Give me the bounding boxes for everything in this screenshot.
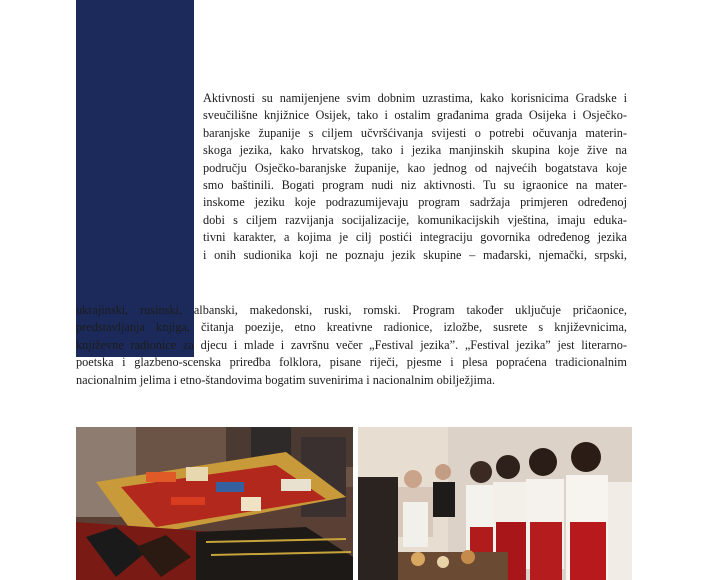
paragraph-1-line: tivni karakter, a kojima je cilj postići integraciju govornika određenog jezika: [203, 230, 627, 245]
paragraph-1-line: inskome jeziku koje podrazumijevaju program sadržaja primjeren određenoj: [203, 195, 627, 210]
paragraph-2-line: ukrajinski, rusinski, albanski, makedonski, ruski, romski. Program također uključuje pričaonice,: [76, 303, 627, 317]
paragraph-1-line: sveučilišne knjižnice Osijek, tako i ostalim građanima grada Osijeka i Osječko-: [203, 108, 627, 123]
paragraph-1-line: i onih sudionika koji ne poznaju jezik skupine – mađarski, njemački, srpski,: [203, 247, 627, 262]
photo-folk-costume-group: [358, 427, 632, 580]
paragraph-1: [203, 90, 627, 264]
paragraph-2: [76, 302, 627, 389]
paragraph-2-line: poetska i glazbeno-scenska priređba folklora, pisane riječi, pjesme i plesa popraćena tradicionalnim: [76, 355, 627, 370]
paragraph-1-line: baranjske županije s ciljem učvršćivanja svijesti o potrebi očuvanja materin-: [203, 125, 627, 140]
paragraph-1-line: skoga jezika, kako hrvatskog, tako i jezika manjinskih skupina koje žive na: [203, 143, 627, 158]
paragraph-1-line: području Osječko-baranjske županije, kao jednog od najvećih bogatstava koje: [203, 160, 627, 175]
paragraph-2-line: nacionalnim jelima i etno-štandovima bogatim suvenirima i nacionalnim obilježjima.: [76, 372, 496, 387]
photo-craft-exhibition-table: [76, 427, 353, 580]
paragraph-1-line: dobi s ciljem razvijanja socijalizacije, komunikacijskih vještina, imaju eduka-: [203, 212, 627, 227]
paragraph-1-line: smo baštinili. Bogati program nudi niz aktivnosti. Tu su igraonice na mater-: [203, 178, 627, 193]
paragraph-1-line: Aktivnosti su namijenjene svim dobnim uzrastima, kako korisnicima Gradske i: [203, 91, 627, 105]
paragraph-2-line: književne radionice za djecu i mlade i završnu večer „Festival jezika”. „Festival jezika” jest literarno-: [76, 337, 627, 352]
paragraph-2-line: predstavljanja knjiga, čitanja poezije, etno kreativne radionice, izložbe, susrete s književnicima,: [76, 320, 627, 335]
